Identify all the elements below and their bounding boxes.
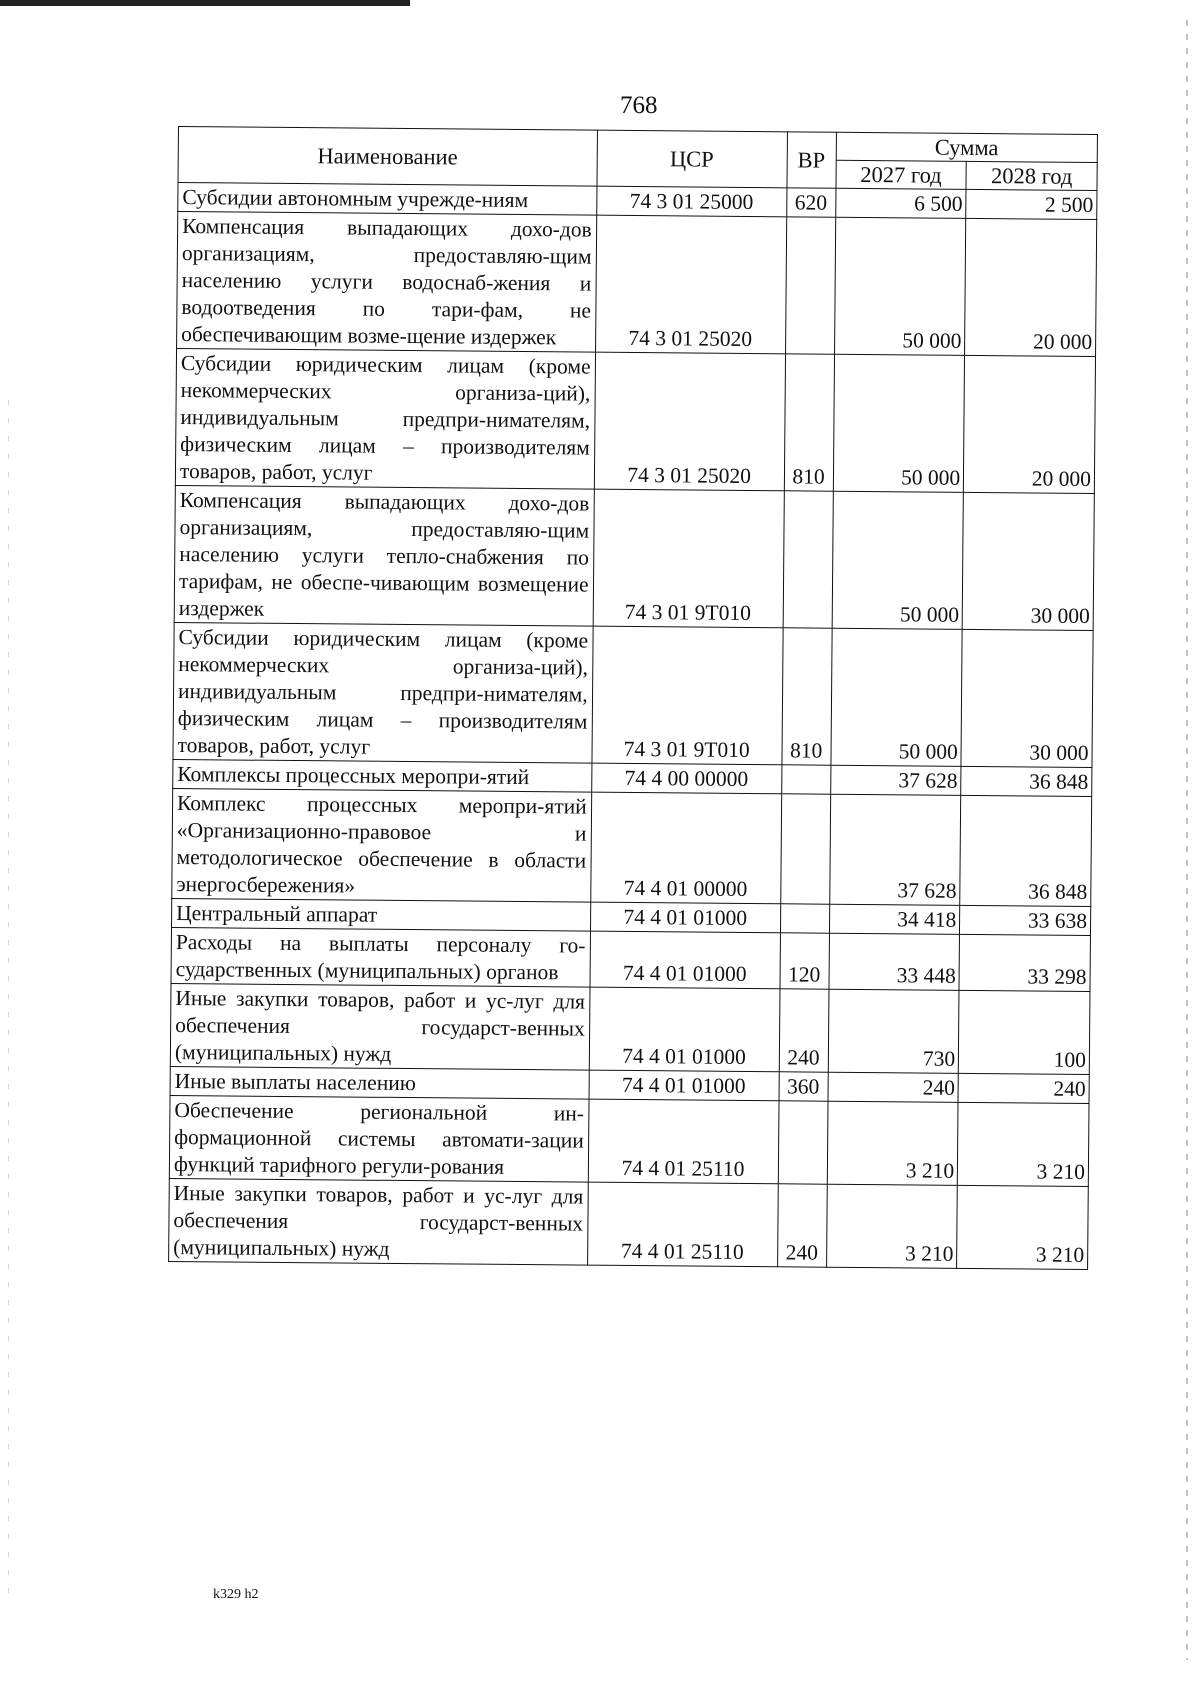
row-amount-2027: 50 000	[832, 491, 964, 629]
table-row	[177, 212, 1097, 357]
row-amount-2027: 3 210	[827, 1101, 958, 1185]
row-vr: 360	[779, 1072, 828, 1101]
row-name: Комплексы процессных меропри-ятий	[173, 759, 592, 792]
row-name: Обеспечение региональной ин-формационной системы автомати-зации функций тарифного регули-рования	[169, 1095, 588, 1182]
row-amount-2027: 33 448	[829, 933, 960, 990]
row-amount-2027: 3 210	[826, 1184, 957, 1268]
row-vr	[781, 765, 830, 794]
table-row	[175, 348, 1095, 493]
row-csr: 74 4 01 01000	[589, 1070, 779, 1101]
row-name: Центральный аппарат	[172, 898, 591, 931]
row-amount-2028: 3 210	[958, 1102, 1089, 1186]
row-amount-2027: 730	[828, 989, 959, 1073]
row-amount-2028: 20 000	[964, 355, 1096, 493]
row-amount-2027: 37 628	[829, 794, 961, 905]
row-vr: 120	[780, 933, 829, 989]
row-name: Субсидии юридическим лицам (кроме некоммерческих организа-ций), индивидуальным предпри-нимателям, физическим лицам – производителям товаров, работ, услуг	[173, 622, 593, 763]
row-csr: 74 3 01 25020	[595, 215, 786, 354]
header-vr: ВР	[787, 132, 836, 188]
row-amount-2028: 36 848	[961, 766, 1092, 796]
table-row	[169, 1178, 1089, 1269]
row-amount-2028: 33 298	[959, 934, 1090, 991]
row-amount-2027: 50 000	[831, 628, 963, 766]
row-vr	[780, 904, 829, 933]
row-amount-2027: 34 418	[829, 904, 960, 934]
header-sum: Сумма	[836, 132, 1098, 162]
row-vr: 620	[786, 188, 835, 217]
table-row	[170, 983, 1090, 1074]
row-vr	[778, 1101, 828, 1184]
footer-code: k329 h2	[213, 1587, 259, 1602]
page-number: 768	[620, 92, 658, 119]
row-csr: 74 3 01 25000	[596, 186, 786, 217]
table-row	[174, 485, 1094, 630]
header-year-2028: 2028 год	[966, 161, 1097, 190]
row-vr: 240	[779, 989, 829, 1072]
row-vr: 810	[784, 354, 834, 491]
row-amount-2028: 240	[958, 1073, 1089, 1103]
table-body	[169, 183, 1097, 1270]
scan-artifact-edge	[1186, 20, 1188, 1660]
row-csr: 74 4 01 01000	[590, 902, 780, 933]
row-amount-2028: 30 000	[962, 492, 1094, 630]
header-csr: ЦСР	[597, 130, 787, 188]
scan-artifact-edge-left	[8, 400, 9, 1600]
row-csr: 74 4 01 25110	[588, 1099, 779, 1184]
row-vr: 810	[782, 628, 832, 765]
row-vr	[783, 491, 833, 628]
row-amount-2027: 240	[828, 1072, 959, 1102]
row-vr	[780, 794, 830, 904]
header-name: Наименование	[178, 127, 597, 187]
row-csr: 74 4 01 01000	[589, 987, 780, 1072]
row-csr: 74 3 01 9Т010	[592, 626, 783, 765]
row-name: Расходы на выплаты персоналу го-сударственных (муниципальных) органов	[171, 927, 590, 987]
table-row	[171, 927, 1090, 991]
table-row	[169, 1095, 1089, 1186]
row-name: Иные закупки товаров, работ и ус-луг для обеспечения государст-венных (муниципальных) нужд	[169, 1178, 588, 1265]
row-name: Субсидии юридическим лицам (кроме некоммерческих организа-ций), индивидуальным предпри-нимателям, физическим лицам – производителям товаров, работ, услуг	[175, 348, 595, 489]
table-row	[173, 622, 1093, 767]
row-amount-2028: 20 000	[965, 218, 1097, 356]
row-amount-2027: 50 000	[833, 354, 965, 492]
scan-artifact-bar	[0, 0, 410, 6]
row-amount-2028: 30 000	[961, 629, 1093, 767]
row-vr	[785, 217, 835, 354]
row-name: Компенсация выпадающих дохо-дов организациям, предоставляю-щим населению услуги водоснаб-жения и водоотведения по тари-фам, не обеспечивающим возме-щение издержек	[177, 212, 597, 353]
header-row-1	[178, 127, 1097, 163]
row-name: Иные выплаты населению	[170, 1066, 589, 1099]
row-csr: 74 4 01 01000	[590, 931, 780, 989]
header-year-2027: 2027 год	[836, 160, 967, 189]
row-name: Комплекс процессных меропри-ятий «Организационно-правовое и методологическое обеспечение в области энергосбережения»	[172, 788, 592, 902]
row-name: Компенсация выпадающих дохо-дов организациям, предоставляю-щим населению услуги тепло-снабжения по тарифам, не обеспе-чивающим возмещение издержек	[174, 485, 594, 626]
row-name: Субсидии автономным учрежде-ниям	[178, 183, 597, 216]
row-amount-2028: 100	[959, 990, 1090, 1074]
budget-table	[168, 126, 1098, 1270]
row-amount-2028: 2 500	[966, 189, 1097, 219]
row-csr: 74 4 01 00000	[590, 792, 781, 904]
row-csr: 74 3 01 9Т010	[593, 489, 784, 628]
row-amount-2028: 3 210	[957, 1185, 1088, 1269]
row-vr: 240	[777, 1184, 827, 1267]
row-amount-2027: 6 500	[835, 188, 966, 218]
row-csr: 74 3 01 25020	[594, 352, 785, 491]
row-amount-2027: 37 628	[830, 765, 961, 795]
row-csr: 74 4 00 00000	[591, 763, 781, 794]
row-amount-2028: 33 638	[960, 905, 1091, 935]
table-header	[178, 127, 1097, 191]
row-csr: 74 4 01 25110	[587, 1182, 778, 1267]
row-amount-2028: 36 848	[960, 795, 1092, 906]
row-amount-2027: 50 000	[834, 217, 966, 355]
table-row	[172, 788, 1092, 906]
row-name: Иные закупки товаров, работ и ус-луг для обеспечения государст-венных (муниципальных) нужд	[170, 983, 589, 1070]
